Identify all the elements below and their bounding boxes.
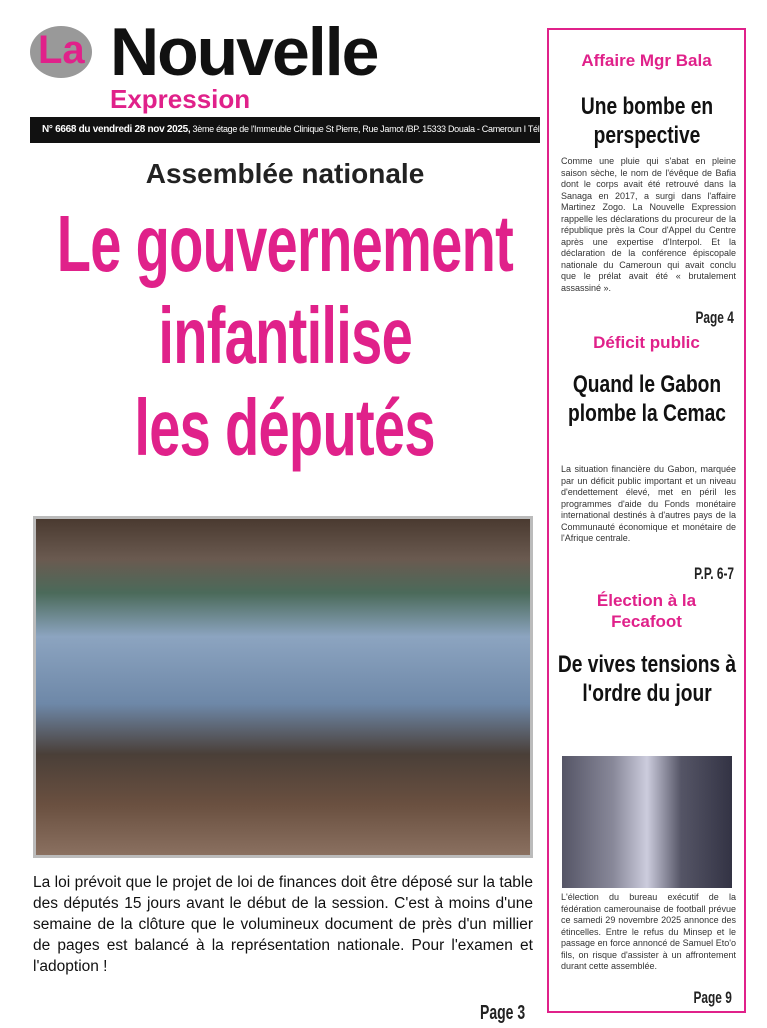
sidebar-title: Une bombe en perspective xyxy=(580,93,714,149)
main-page-ref: Page 3 xyxy=(480,1002,526,1024)
logo-expression: Expression xyxy=(110,84,251,114)
sidebar-kicker: Déficit public xyxy=(593,333,700,352)
headline-line: les députés xyxy=(134,383,436,472)
sidebar-body: La situation financière du Gabon, marquée par un déficit public important et un niveau d'endettement élevé, met en péril les programmes d'aide du Fonds monétaire international destinés à d'autres pays de la Communauté économique et monétaire de l'Afrique centrale. xyxy=(561,464,736,543)
main-lead: La loi prévoit que le projet de loi de finances doit être déposé sur la table des députés 15 jours avant le début de la session. C'est à moins d'une semaine de la clôture que le volumineux document de près d'un millier de pages est balancé à la représentation nationale. Pour l'examen et l'adoption ! xyxy=(33,874,533,975)
sidebar xyxy=(547,28,746,1013)
masthead-logo xyxy=(30,14,540,117)
headline-line: Le gouvernement xyxy=(56,199,514,288)
sidebar-page-ref: Page 9 xyxy=(693,988,732,1007)
sidebar-body: Comme une pluie qui s'abat en pleine saison sèche, le nom de l'évêque de Bafia dont le corps avait été retrouvé dans la Sanaga en 2017, a surgi dans l'affaire Martinez Zogo. La Nouvelle Expression rappelle les déclarations du procureur de la république près la Cour d'Appel du Centre après une expertise d'Interpol. Et la déclaration de la conférence épiscopale nationale du Cameroun qui avait conclu que le prélat avait été « brutalement assassiné ». xyxy=(561,156,736,293)
sidebar-page-ref: P.P. 6-7 xyxy=(694,564,734,583)
sidebar-kicker: Affaire Mgr Bala xyxy=(581,51,712,70)
sidebar-title: De vives tensions à l'ordre du jour xyxy=(557,651,737,707)
sidebar-title: Quand le Gabon plombe la Cemac xyxy=(568,371,726,427)
logo-la: La xyxy=(38,28,85,72)
fecafoot-photo xyxy=(562,756,732,888)
address: 3ème étage de l'Immeuble Clinique St Pierre, Rue Jamot /BP. 15333 Douala - Cameroun I Tél. 33 43 22 27 I Fax. 33 43 26 b xyxy=(190,124,653,134)
sidebar-page-ref: Page 4 xyxy=(695,308,734,327)
issue-number: N° 6668 du vendredi 28 nov 2025, xyxy=(42,124,191,135)
logo-nouvelle: Nouvelle xyxy=(110,14,378,90)
headline-line: infantilise xyxy=(158,291,412,380)
issue-info-bar xyxy=(30,117,653,143)
main-kicker: Assemblée nationale xyxy=(145,158,425,189)
sidebar-body: L'élection du bureau exécutif de la fédération camerounaise de football prévue ce samedi 29 novembre 2025 annonce des étincelles. Entre le refus du Minsep et le passage en force annoncé de Samuel Eto'o fils, on risque d'assister à un affrontement durant cette assemblée. xyxy=(561,892,736,971)
sidebar-kicker: Élection à la Fecafoot xyxy=(596,591,697,631)
assembly-photo xyxy=(33,516,533,858)
